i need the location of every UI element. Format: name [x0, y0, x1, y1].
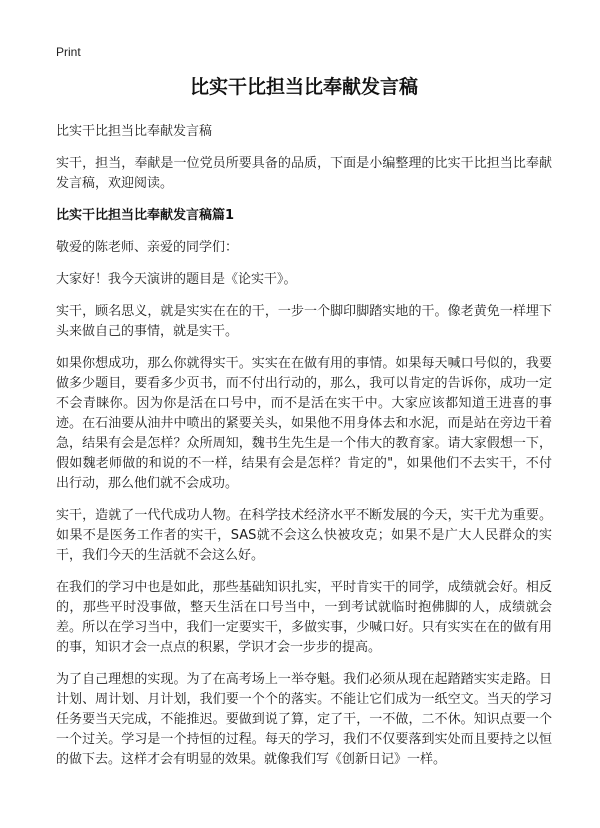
body-paragraph: 实干，顾名思义，就是实实在在的干，一步一个脚印脚踏实地的干。像老黄免一样埋下头来做自己的事情，就是实干。 [56, 304, 552, 339]
document-subtitle: 比实干比担当比奉献发言稿 [56, 124, 213, 139]
body-paragraph: 如果你想成功，那么你就得实干。实实在在做有用的事情。如果每天喊口号似的，我要做多少题目，要看多少页书，而不付出行动的，那么，我可以肯定的告诉你，成功一定不会青睐你。因为你是活在口号中，而不是活在实干中。大家应该都知道王进喜的事迹。在石油要从油井中喷出的紧要关头，如果他不用身体去和水泥，而是站在旁边干着急，结果有会是怎样？众所周知，魏书生先生是一个伟大的教育家。请大家假想一下，假如魏老师做的和说的不一样，结果有会是怎样？肯定的"，如果他们不去实干，不付出行动，那么他们就不会成功。 [56, 356, 552, 491]
print-link[interactable]: Print [56, 45, 81, 59]
body-paragraph: 敬爱的陈老师、亲爱的同学们： [56, 240, 239, 255]
body-paragraph: 大家好！我今天演讲的题目是《论实干》。 [56, 272, 297, 287]
body-paragraph: 实干，造就了一代代成功人物。在科学技术经济水平不断发展的今天，实干尤为重要。如果不是医务工作者的实干，SAS就不会这么快被攻克；如果不是广大人民群众的实干，我们今天的生活就不会这么好。 [56, 508, 552, 563]
intro-paragraph: 实干，担当，奉献是一位党员所要具备的品质，下面是小编整理的比实干比担当比奉献发言稿，欢迎阅读。 [56, 156, 552, 191]
body-paragraph: 在我们的学习中也是如此，那些基础知识扎实，平时肯实干的同学，成绩就会好。相反的，那些平时没事做，整天生活在口号当中，一到考试就临时抱佛脚的人，成绩就会差。所以在学习当中，我们一定要实干，多做实事，少喊口好。只有实实在在的做有用的事，知识才会一点点的积累，学识才会一步步的提高。 [56, 580, 552, 655]
body-paragraph: 为了自己理想的实现。为了在高考场上一举夺魁。我们必须从现在起踏踏实实走路。日计划、周计划、月计划，我们要一个个的落实。不能让它们成为一纸空文。当天的学习任务要当天完成，不能推迟。要做到说了算，定了干，一不做，二不休。知识点要一个一个过关。学习是一个持恒的过程。每天的学习，我们不仅要落到实处而且要持之以恒的做下去。这样才会有明显的效果。就像我们写《创新日记》一样。 [56, 672, 552, 767]
page-title: 比实干比担当比奉献发言稿 [189, 76, 418, 98]
section-heading: 比实干比担当比奉献发言稿篇1 [56, 208, 235, 223]
